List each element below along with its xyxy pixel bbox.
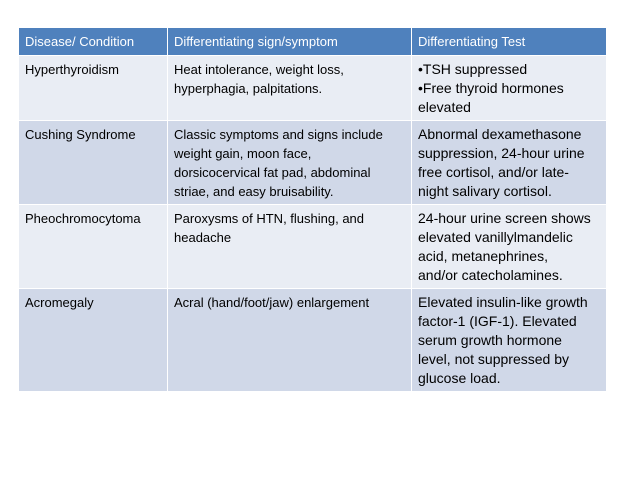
test-cell: [412, 289, 607, 392]
test-line: night salivary cortisol.: [418, 183, 552, 199]
condition-name: Acromegaly: [25, 295, 94, 310]
sign-line: Paroxysms of HTN, flushing, and: [174, 211, 365, 226]
sign-line: striae, and easy bruisability.: [174, 184, 334, 199]
sign-cell: [168, 121, 412, 205]
sign-cell: [168, 56, 412, 121]
table-row: [19, 121, 607, 205]
condition-name: Pheochromocytoma: [25, 211, 141, 226]
sign-line: headache: [174, 230, 232, 245]
table-row: [19, 56, 607, 121]
header-row: [19, 28, 607, 56]
sign-line: hyperphagia, palpitations.: [174, 81, 323, 96]
differential-table: [18, 27, 607, 392]
test-line: free cortisol, and/or late-: [418, 164, 569, 180]
test-cell: [412, 56, 607, 121]
test-line: suppression, 24-hour urine: [418, 145, 585, 161]
header-condition: Disease/ Condition: [19, 28, 168, 56]
condition-cell: [19, 121, 168, 205]
sign-line: Acral (hand/foot/jaw) enlargement: [174, 295, 370, 310]
sign-line: Classic symptoms and signs include: [174, 127, 383, 142]
sign-cell: [168, 289, 412, 392]
header-test: Differentiating Test: [412, 28, 607, 56]
test-line: elevated: [418, 99, 471, 115]
test-cell: [412, 121, 607, 205]
sign-line: dorsicocervical fat pad, abdominal: [174, 165, 371, 180]
sign-line: Heat intolerance, weight loss,: [174, 62, 344, 77]
test-line: 24-hour urine screen shows: [418, 210, 591, 226]
table-row: [19, 289, 607, 392]
test-line: Elevated insulin-like growth: [418, 294, 588, 310]
condition-cell: [19, 289, 168, 392]
test-line: factor-1 (IGF-1). Elevated: [418, 313, 577, 329]
condition-cell: [19, 205, 168, 289]
test-line: and/or catecholamines.: [418, 267, 563, 283]
test-line: •Free thyroid hormones: [418, 80, 564, 96]
test-line: glucose load.: [418, 370, 501, 386]
test-line: level, not suppressed by: [418, 351, 569, 367]
header-sign: Differentiating sign/symptom: [168, 28, 412, 56]
condition-name: Hyperthyroidism: [25, 62, 119, 77]
condition-name: Cushing Syndrome: [25, 127, 136, 142]
test-line: serum growth hormone: [418, 332, 562, 348]
table-row: [19, 205, 607, 289]
test-line: elevated vanillylmandelic: [418, 229, 573, 245]
sign-line: weight gain, moon face,: [174, 146, 312, 161]
sign-cell: [168, 205, 412, 289]
condition-cell: [19, 56, 168, 121]
test-line: acid, metanephrines,: [418, 248, 548, 264]
test-line: Abnormal dexamethasone: [418, 126, 582, 142]
test-cell: [412, 205, 607, 289]
test-line: •TSH suppressed: [418, 61, 528, 77]
